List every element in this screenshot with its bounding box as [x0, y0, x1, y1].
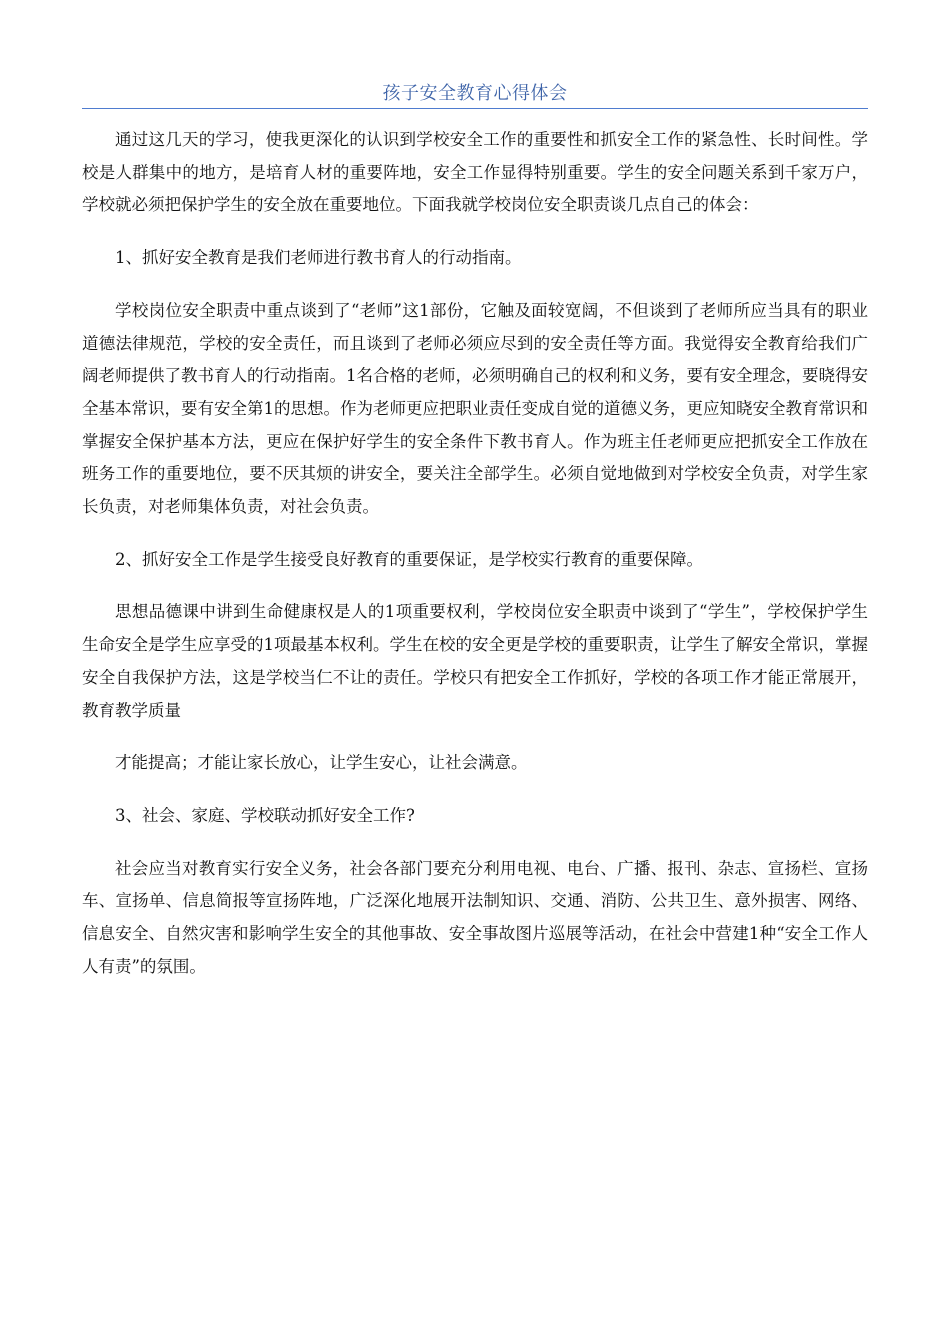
paragraph-intro: 通过这几天的学习，使我更深化的认识到学校安全工作的重要性和抓安全工作的紧急性、长时间性。学校是人群集中的地方，是培育人材的重要阵地，安全工作显得特别重要。学生的安全问题关系到千家万户，学校就必须把保护学生的安全放在重要地位。下面我就学校岗位安全职责谈几点自己的体会：	[82, 130, 868, 215]
section-heading-3: 3、社会、家庭、学校联动抓好安全工作?	[115, 805, 415, 825]
paragraph-section-2: 思想品德课中讲到生命健康权是人的1项重要权利，学校岗位安全职责中谈到了“学生”，学校保护学生生命安全是学生应享受的1项最基本权利。学生在校的安全更是学校的重要职责，让学生了解安全常识，掌握安全自我保护方法，这是学校当仁不让的责任。学校只有把安全工作抓好，学校的各项工作才能正常展开，教育教学质量	[82, 602, 868, 720]
paragraph-section-3: 社会应当对教育实行安全义务，社会各部门要充分利用电视、电台、广播、报刊、杂志、宣扬栏、宣扬车、宣扬单、信息简报等宣扬阵地，广泛深化地展开法制知识、交通、消防、公共卫生、意外损害、网络、信息安全、自然灾害和影响学生安全的其他事故、安全事故图片巡展等活动，在社会中营建1种“安全工作人人有责”的氛围。	[82, 858, 868, 976]
document-body	[82, 124, 868, 1003]
section-heading-1: 1、抓好安全教育是我们老师进行教书育人的行动指南。	[115, 248, 522, 268]
document-title: 孩子安全教育心得体会	[382, 83, 568, 104]
paragraph-section-1: 学校岗位安全职责中重点谈到了“老师”这1部份，它触及面较宽阔，不但谈到了老师所应当具有的职业道德法律规范，学校的安全责任，而且谈到了老师必须应尽到的安全责任等方面。我觉得安全教育给我们广阔老师提供了教书育人的行动指南。1名合格的老师，必须明确自己的权利和义务，要有安全理念，要晓得安全基本常识，要有安全第1的思想。作为老师更应把职业责任变成自觉的道德义务，更应知晓安全教育常识和掌握安全保护基本方法，更应在保护好学生的安全条件下教书育人。作为班主任老师更应把抓安全工作放在班务工作的重要地位，要不厌其烦的讲安全，要关注全部学生。必须自觉地做到对学校安全负责，对学生家长负责，对老师集体负责，对社会负责。	[82, 300, 868, 517]
paragraph-section-2-continued: 才能提高；才能让家长放心，让学生安心，让社会满意。	[115, 753, 528, 773]
section-heading-2: 2、抓好安全工作是学生接受良好教育的重要保证，是学校实行教育的重要保障。	[115, 549, 703, 569]
title-underline	[82, 108, 868, 109]
